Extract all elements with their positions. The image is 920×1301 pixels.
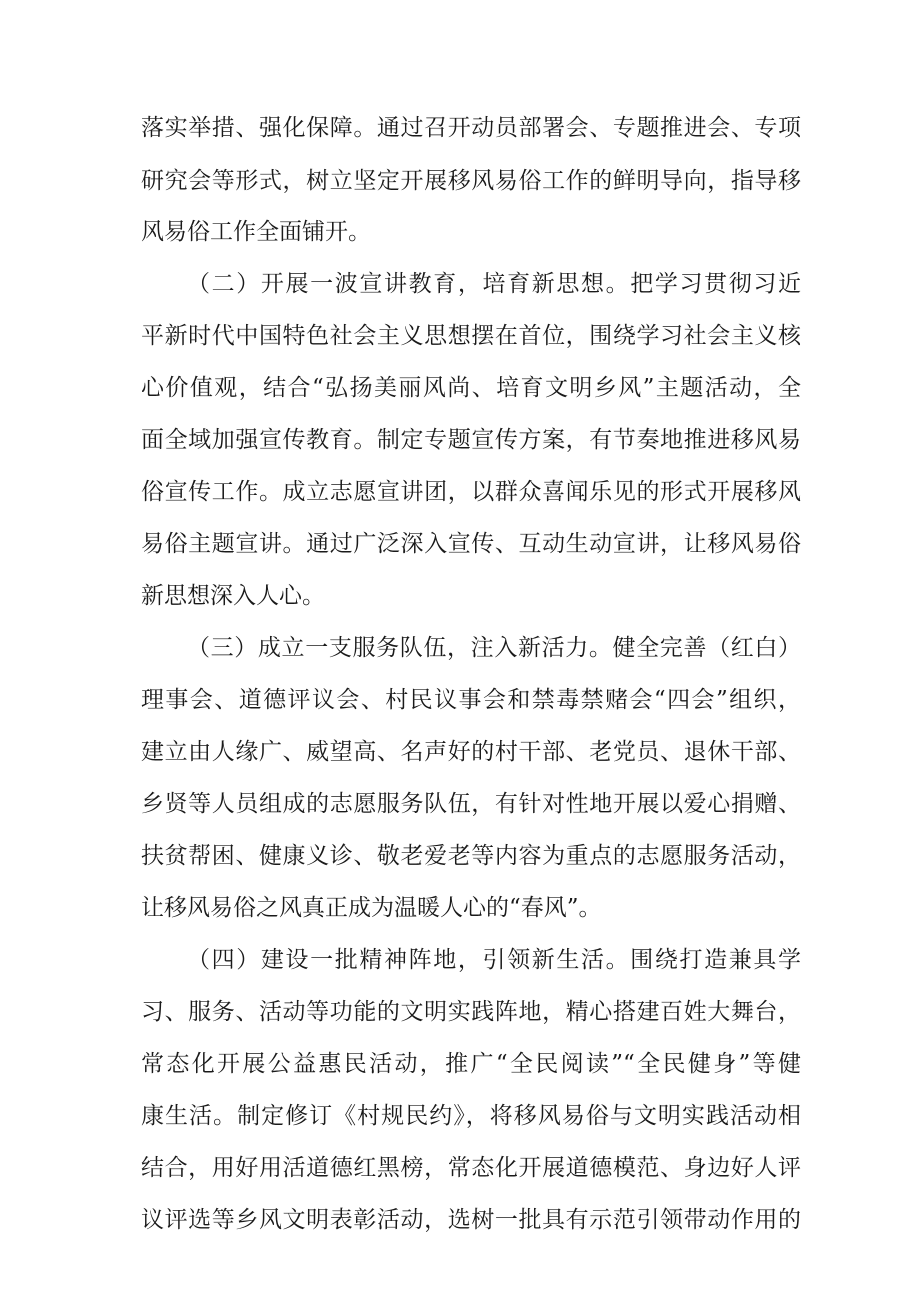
paragraph-line: 结合，用好用活道德红黑榜，常态化开展道德模范、身边好人评 <box>141 1155 801 1181</box>
paragraph-line: 扶贫帮困、健康义诊、敬老爱老等内容为重点的志愿服务活动， <box>141 843 801 869</box>
paragraph-line: 研究会等形式，树立坚定开展移风易俗工作的鲜明导向，指导移 <box>141 168 801 194</box>
paragraph-line: 让移风易俗之风真正成为温暖人心的“春风”。 <box>141 895 602 921</box>
paragraph-line: 心价值观，结合“弘扬美丽风尚、培育文明乡风”主题活动，全 <box>141 375 801 401</box>
paragraph-line: 俗宣传工作。成立志愿宣讲团，以群众喜闻乐见的形式开展移风 <box>141 479 801 505</box>
paragraph-line: 新思想深入人心。 <box>141 583 325 609</box>
paragraph-line: 常态化开展公益惠民活动，推广“全民阅读”“全民健身”等健 <box>141 1051 801 1077</box>
paragraph-line: （二）开展一波宣讲教育，培育新思想。把学习贯彻习近 <box>187 271 801 297</box>
paragraph-line: 乡贤等人员组成的志愿服务队伍，有针对性地开展以爱心捐赠、 <box>141 791 801 817</box>
paragraph-line: 康生活。制定修订《村规民约》，将移风易俗与文明实践活动相 <box>141 1103 801 1129</box>
paragraph-line: 面全域加强宣传教育。制定专题宣传方案，有节奏地推进移风易 <box>141 427 801 453</box>
paragraph-line: 易俗主题宣讲。通过广泛深入宣传、互动生动宣讲，让移风易俗 <box>141 531 801 557</box>
paragraph-line: 理事会、道德评议会、村民议事会和禁毒禁赌会“四会”组织， <box>141 687 801 713</box>
paragraph-line: 风易俗工作全面铺开。 <box>141 219 371 245</box>
paragraph-line: 落实举措、强化保障。通过召开动员部署会、专题推进会、专项 <box>141 115 801 141</box>
paragraph-line: 平新时代中国特色社会主义思想摆在首位，围绕学习社会主义核 <box>141 323 801 349</box>
paragraph-line: （三）成立一支服务队伍，注入新活力。健全完善（红白） <box>187 635 801 661</box>
paragraph-line: 建立由人缘广、威望高、名声好的村干部、老党员、退休干部、 <box>141 739 801 765</box>
paragraph-line: 习、服务、活动等功能的文明实践阵地，精心搭建百姓大舞台， <box>141 999 801 1025</box>
paragraph-line: 议评选等乡风文明表彰活动，选树一批具有示范引领带动作用的 <box>141 1207 801 1233</box>
paragraph-line: （四）建设一批精神阵地，引领新生活。围绕打造兼具学 <box>187 947 801 973</box>
